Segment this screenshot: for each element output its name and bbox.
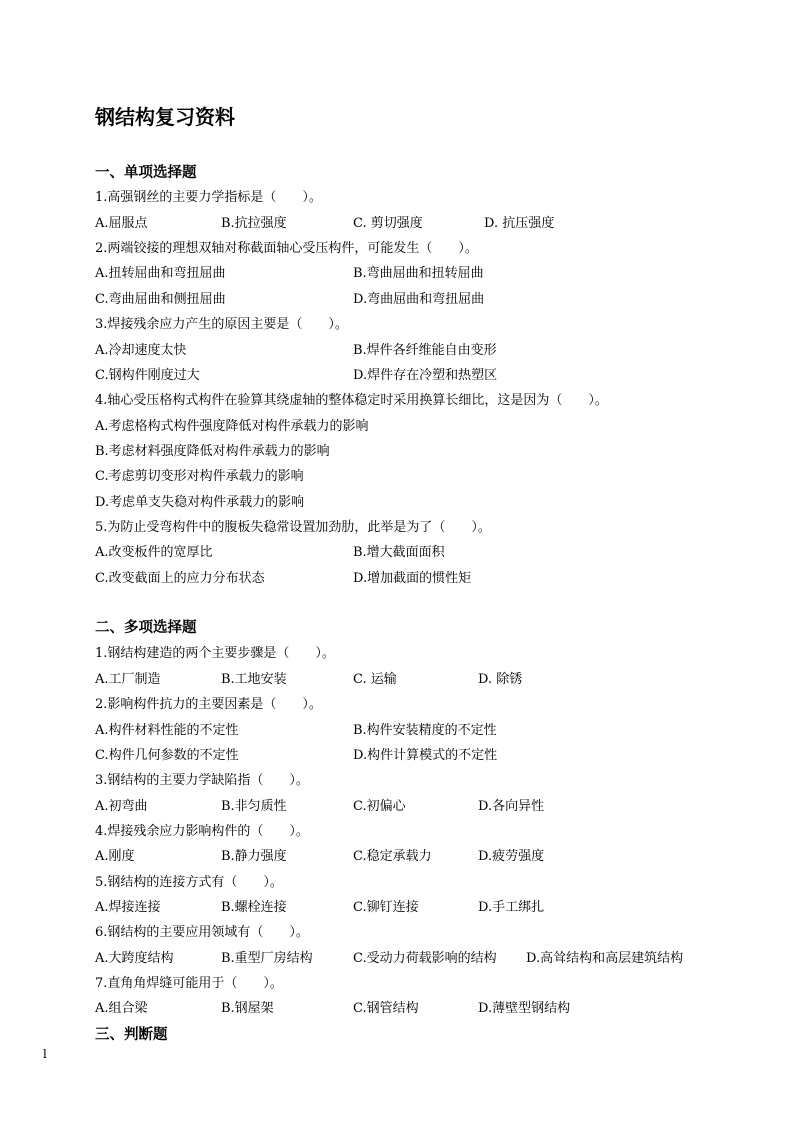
option: A.冷却速度太快	[95, 343, 187, 358]
option: C.钢管结构	[353, 1001, 419, 1016]
option: B.非匀质性	[221, 799, 287, 814]
option: D. 除锈	[478, 672, 523, 687]
option: A.组合梁	[95, 1001, 148, 1016]
question-1-1: 1.高强钢丝的主要力学指标是（ ）。	[95, 190, 322, 205]
option: A.大跨度结构	[95, 951, 174, 966]
option: D.考虑单支失稳对构件承载力的影响	[95, 495, 305, 510]
option: D.各向异性	[478, 799, 545, 814]
option: C.稳定承载力	[353, 849, 432, 864]
option: C.初偏心	[353, 799, 406, 814]
section-heading-multiple-choice: 二、多项选择题	[95, 619, 197, 636]
option: A.构件材料性能的不定性	[95, 723, 239, 738]
option: A.初弯曲	[95, 799, 148, 814]
option: C.铆钉连接	[353, 900, 419, 915]
option: B.螺栓连接	[221, 900, 287, 915]
option: C.改变截面上的应力分布状态	[95, 571, 265, 586]
option: D.疲劳强度	[478, 849, 545, 864]
option: A.考虑格构式构件强度降低对构件承载力的影响	[95, 419, 369, 434]
option: A.焊接连接	[95, 900, 161, 915]
option: C. 剪切强度	[353, 216, 423, 231]
option: C.弯曲屈曲和侧扭屈曲	[95, 292, 226, 307]
option: A.屈服点	[95, 216, 148, 231]
footer-mark: l	[43, 1047, 47, 1061]
option: B.钢屋架	[221, 1001, 274, 1016]
option: D.高耸结构和高层建筑结构	[526, 951, 684, 966]
question-2-5: 5.钢结构的连接方式有（ ）。	[95, 875, 283, 890]
question-1-4: 4.轴心受压格构式构件在验算其绕虚轴的整体稳定时采用换算长细比，这是因为（ ）。	[95, 393, 608, 408]
option: C.受动力荷载影响的结构	[353, 951, 497, 966]
question-2-2: 2.影响构件抗力的主要因素是（ ）。	[95, 697, 322, 712]
option: D. 抗压强度	[484, 216, 555, 231]
option: D.弯曲屈曲和弯扭屈曲	[353, 292, 485, 307]
option: D.增加截面的惯性矩	[353, 571, 472, 586]
question-2-3: 3.钢结构的主要力学缺陷指（ ）。	[95, 773, 309, 788]
question-2-4: 4.焊接残余应力影响构件的（ ）。	[95, 824, 309, 839]
option: C. 运输	[353, 672, 397, 687]
option: D.手工绑扎	[478, 900, 545, 915]
option: A.刚度	[95, 849, 135, 864]
question-2-1: 1.钢结构建造的两个主要步骤是（ ）。	[95, 646, 335, 661]
option: B.构件安装精度的不定性	[353, 723, 497, 738]
option: C.考虑剪切变形对构件承载力的影响	[95, 469, 304, 484]
section-heading-single-choice: 一、单项选择题	[95, 164, 197, 181]
question-2-6: 6.钢结构的主要应用领域有（ ）。	[95, 925, 309, 940]
option: D.焊件存在冷塑和热塑区	[353, 368, 498, 383]
option: B.弯曲屈曲和扭转屈曲	[353, 266, 484, 281]
option: A.工厂制造	[95, 672, 161, 687]
option: B.焊件各纤维能自由变形	[353, 343, 497, 358]
question-1-3: 3.焊接残余应力产生的原因主要是（ ）。	[95, 317, 348, 332]
option: D.薄壁型钢结构	[478, 1001, 571, 1016]
option: B.考虑材料强度降低对构件承载力的影响	[95, 444, 330, 459]
option: A.改变板件的宽厚比	[95, 545, 213, 560]
option: C.钢构件刚度过大	[95, 368, 200, 383]
section-heading-true-false: 三、判断题	[95, 1026, 168, 1043]
option: B.静力强度	[221, 849, 287, 864]
question-1-5: 5.为防止受弯构件中的腹板失稳常设置加劲肋，此举是为了（ ）。	[95, 520, 491, 535]
option: B.抗拉强度	[221, 216, 287, 231]
option: D.构件计算模式的不定性	[353, 748, 498, 763]
option: C.构件几何参数的不定性	[95, 748, 239, 763]
option: A.扭转屈曲和弯扭屈曲	[95, 266, 226, 281]
page-title: 钢结构复习资料	[95, 105, 235, 129]
option: B.工地安装	[221, 672, 287, 687]
option: B.重型厂房结构	[221, 951, 313, 966]
option: B.增大截面面积	[353, 545, 445, 560]
question-2-7: 7.直角角焊缝可能用于（ ）。	[95, 976, 283, 991]
question-1-2: 2.两端铰接的理想双轴对称截面轴心受压构件，可能发生（ ）。	[95, 241, 478, 256]
